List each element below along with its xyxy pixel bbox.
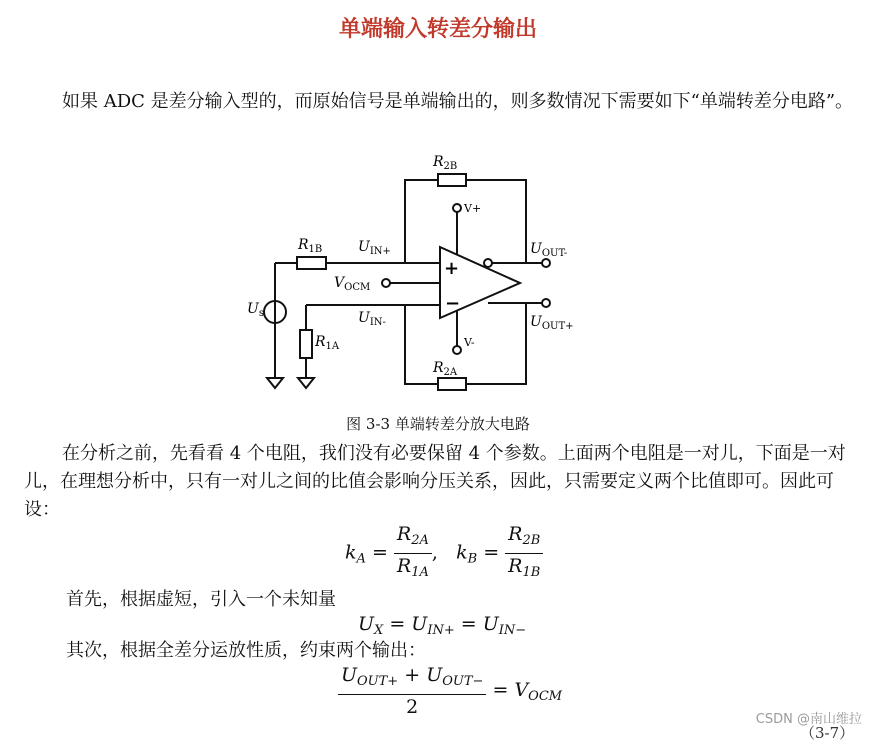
page-number: （3-7） — [800, 724, 855, 742]
label-uin-minus: $U_{IN-}$ — [358, 310, 386, 328]
output-common-mode-equation: $\frac{U_{OUT+} + U_{OUT-}}{2}$ = $V_{OCM}$ — [338, 663, 562, 719]
page-title: 单端输入转差分输出 — [338, 17, 537, 42]
virtual-short-equation: $U_X = U_{IN+} = U_{IN-}$ — [358, 613, 527, 638]
uout-plus-terminal — [542, 299, 550, 307]
fully-differential-line: 其次，根据全差分运放性质，约束两个输出： — [66, 640, 426, 661]
resistor-r1a — [300, 330, 312, 358]
label-vminus: V- — [464, 336, 475, 349]
uout-minus-terminal — [542, 259, 550, 267]
watermark: CSDN @南山维拉 — [755, 712, 862, 727]
vminus-terminal — [453, 346, 461, 354]
label-uout-minus: $U_{OUT-}$ — [530, 241, 568, 259]
output-node — [484, 259, 492, 267]
vplus-terminal — [453, 204, 461, 212]
label-r1a: $R_{1A}$ — [315, 334, 340, 352]
figure-caption: 图 3-3 单端转差分放大电路 — [346, 415, 530, 433]
virtual-short-line: 首先，根据虚短，引入一个未知量 — [66, 589, 336, 610]
label-us: $U_s$ — [247, 301, 264, 319]
resistor-r2a — [438, 378, 466, 390]
intro-paragraph: 如果 ADC 是差分输入型的，而原始信号是单端输出的，则多数情况下需要如下“单端转差分电路”。 — [62, 91, 854, 112]
ground-icon — [298, 378, 314, 388]
label-uout-plus: $U_{OUT+}$ — [530, 314, 574, 332]
label-r2b: $R_{2B}$ — [433, 154, 458, 172]
label-vplus: V+ — [464, 202, 482, 215]
resistor-r1b — [297, 257, 326, 269]
opamp-plus-sign: + — [444, 258, 460, 279]
label-r1b: $R_{1B}$ — [298, 237, 323, 255]
vocm-terminal — [382, 279, 390, 287]
label-r2a: $R_{2A}$ — [433, 360, 458, 378]
ratio-equation: $k_A$ = $\frac{R_{2A}}{R_{1A}}$ , $k_B$ = $\frac{R_{2B}}{R_{1B}}$ — [345, 522, 543, 585]
label-uin-plus: $U_{IN+}$ — [358, 239, 391, 257]
label-vocm: $V_{OCM}$ — [334, 275, 371, 293]
single-to-differential-circuit — [230, 150, 590, 400]
analysis-paragraph: 在分析之前，先看看 4 个电阻，我们没有必要保留 4 个参数。上面两个电阻是一对儿，下面是一对儿，在理想分析中，只有一对儿之间的比值会影响分压关系，因此，只需要定义两个比值即可。因此可设： — [24, 443, 846, 520]
ground-icon — [267, 378, 283, 388]
resistor-r2b — [438, 174, 466, 186]
opamp-minus-sign: − — [445, 293, 461, 314]
